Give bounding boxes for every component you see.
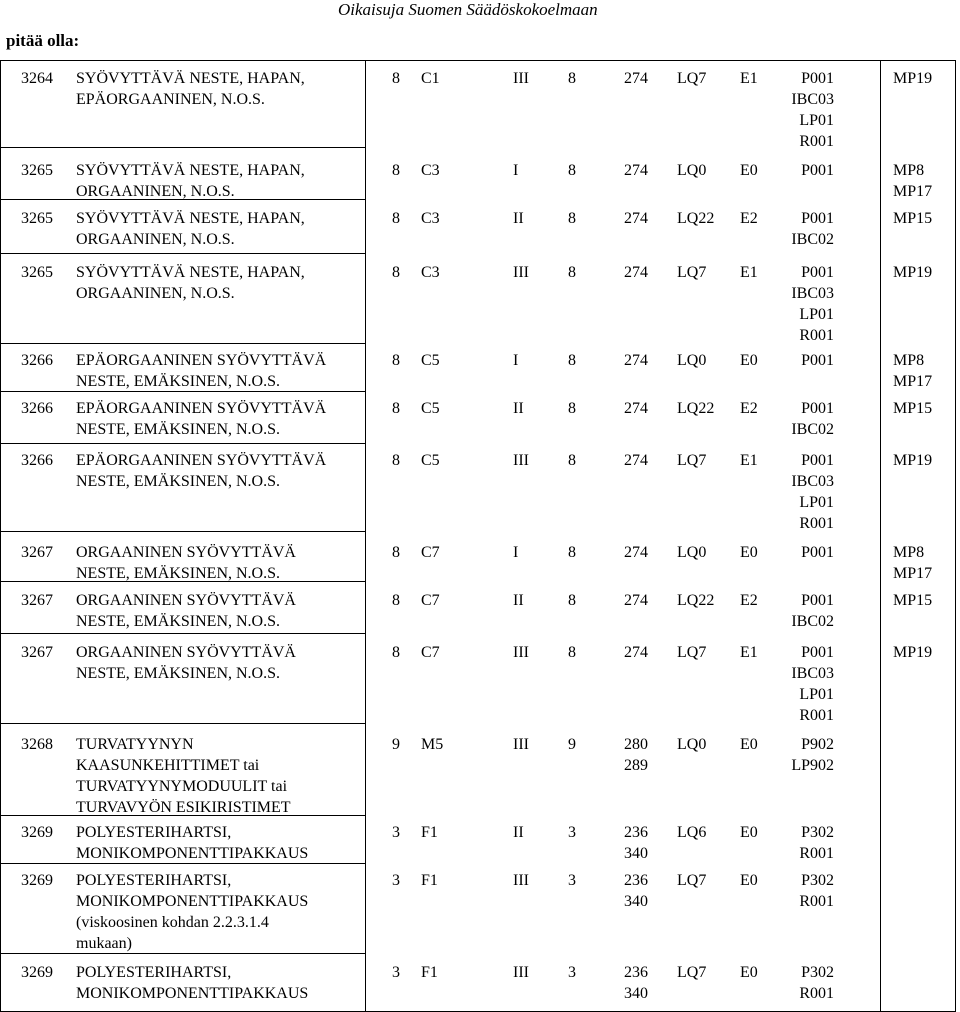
packing-instructions-cell: P001 IBC02 xyxy=(791,592,834,630)
un-number-cell: 3266 xyxy=(21,452,53,469)
special-provisions-cell: 280 289 xyxy=(624,736,648,774)
excepted-quantity-cell: E0 xyxy=(740,736,758,753)
label-cell: 8 xyxy=(568,264,576,281)
label-cell: 8 xyxy=(568,592,576,609)
mixed-packing-cell: MP19 xyxy=(893,70,933,87)
label-cell: 3 xyxy=(568,964,576,981)
substance-name-cell: ORGAANINEN SYÖVYTTÄVÄ NESTE, EMÄKSINEN, N.O.S. xyxy=(76,544,296,582)
classification-code-cell: M5 xyxy=(421,736,444,753)
class-cell: 8 xyxy=(392,352,400,369)
row-separator xyxy=(0,443,365,444)
un-number-cell: 3267 xyxy=(21,544,53,561)
label-cell: 8 xyxy=(568,452,576,469)
class-cell: 3 xyxy=(392,964,400,981)
class-cell: 3 xyxy=(392,872,400,889)
un-number-cell: 3268 xyxy=(21,736,53,753)
row-separator xyxy=(0,531,365,532)
limited-quantity-cell: LQ7 xyxy=(677,644,707,661)
packing-instructions-cell: P001 IBC02 xyxy=(791,400,834,438)
classification-code-cell: C7 xyxy=(421,544,440,561)
page-header: Oikaisuja Suomen Säädöskokoelmaan xyxy=(338,0,598,19)
packing-instructions-cell: P001 IBC03 LP01 R001 xyxy=(791,452,834,532)
substance-name-cell: ORGAANINEN SYÖVYTTÄVÄ NESTE, EMÄKSINEN, N.O.S. xyxy=(76,592,296,630)
packing-group-cell: I xyxy=(513,352,519,369)
class-cell: 8 xyxy=(392,210,400,227)
excepted-quantity-cell: E2 xyxy=(740,592,758,609)
special-provisions-cell: 274 xyxy=(624,264,648,281)
row-separator xyxy=(0,391,365,392)
label-cell: 8 xyxy=(568,70,576,87)
label-cell: 8 xyxy=(568,162,576,179)
excepted-quantity-cell: E1 xyxy=(740,264,758,281)
packing-group-cell: III xyxy=(513,644,529,661)
un-number-cell: 3267 xyxy=(21,592,53,609)
substance-name-cell: ORGAANINEN SYÖVYTTÄVÄ NESTE, EMÄKSINEN, N.O.S. xyxy=(76,644,296,682)
limited-quantity-cell: LQ6 xyxy=(677,824,707,841)
substance-name-cell: SYÖVYTTÄVÄ NESTE, HAPAN, EPÄORGAANINEN, N.O.S. xyxy=(76,70,305,108)
label-cell: 8 xyxy=(568,644,576,661)
class-cell: 8 xyxy=(392,592,400,609)
label-cell: 8 xyxy=(568,210,576,227)
class-cell: 8 xyxy=(392,452,400,469)
packing-instructions-cell: P302 R001 xyxy=(799,824,834,862)
excepted-quantity-cell: E2 xyxy=(740,400,758,417)
substance-name-cell: SYÖVYTTÄVÄ NESTE, HAPAN, ORGAANINEN, N.O.S. xyxy=(76,264,305,302)
row-separator xyxy=(0,953,365,954)
substance-name-cell: POLYESTERIHARTSI, MONIKOMPONENTTIPAKKAUS (viskoosinen kohdan 2.2.3.1.4 mukaan) xyxy=(76,872,309,952)
packing-instructions-cell: P001 xyxy=(801,162,834,179)
mixed-packing-cell: MP19 xyxy=(893,264,933,281)
mixed-packing-cell: MP19 xyxy=(893,452,933,469)
un-number-cell: 3269 xyxy=(21,872,53,889)
limited-quantity-cell: LQ0 xyxy=(677,736,707,753)
mixed-packing-cell: MP15 xyxy=(893,592,933,609)
classification-code-cell: C5 xyxy=(421,400,440,417)
mixed-packing-cell: MP15 xyxy=(893,210,933,227)
special-provisions-cell: 274 xyxy=(624,400,648,417)
packing-group-cell: II xyxy=(513,824,524,841)
row-separator xyxy=(0,633,365,634)
substance-name-cell: TURVATYYNYN KAASUNKEHITTIMET tai TURVATYYNYMODUULIT tai TURVAVYÖN ESIKIRISTIMET xyxy=(76,736,291,816)
packing-group-cell: I xyxy=(513,544,519,561)
packing-instructions-cell: P001 xyxy=(801,352,834,369)
classification-code-cell: C3 xyxy=(421,210,440,227)
substance-name-cell: SYÖVYTTÄVÄ NESTE, HAPAN, ORGAANINEN, N.O.S. xyxy=(76,162,305,200)
special-provisions-cell: 236 340 xyxy=(624,964,648,1002)
special-provisions-cell: 274 xyxy=(624,162,648,179)
substance-name-cell: EPÄORGAANINEN SYÖVYTTÄVÄ NESTE, EMÄKSINEN, N.O.S. xyxy=(76,400,327,438)
substance-name-cell: EPÄORGAANINEN SYÖVYTTÄVÄ NESTE, EMÄKSINEN, N.O.S. xyxy=(76,352,327,390)
mixed-packing-cell: MP8 MP17 xyxy=(893,162,933,200)
packing-group-cell: III xyxy=(513,452,529,469)
limited-quantity-cell: LQ7 xyxy=(677,264,707,281)
mixed-packing-cell: MP15 xyxy=(893,400,933,417)
substance-name-cell: POLYESTERIHARTSI, MONIKOMPONENTTIPAKKAUS xyxy=(76,824,309,862)
class-cell: 9 xyxy=(392,736,400,753)
classification-code-cell: C5 xyxy=(421,452,440,469)
packing-group-cell: III xyxy=(513,736,529,753)
mixed-packing-cell: MP8 MP17 xyxy=(893,544,933,582)
row-separator xyxy=(0,343,365,344)
un-number-cell: 3269 xyxy=(21,824,53,841)
label-cell: 8 xyxy=(568,544,576,561)
packing-instructions-cell: P001 IBC03 LP01 R001 xyxy=(791,70,834,150)
un-number-cell: 3265 xyxy=(21,264,53,281)
packing-instructions-cell: P001 IBC03 LP01 R001 xyxy=(791,264,834,344)
row-separator xyxy=(0,863,365,864)
label-cell: 8 xyxy=(568,400,576,417)
classification-code-cell: F1 xyxy=(421,964,438,981)
row-separator xyxy=(0,815,365,816)
mixed-packing-cell: MP8 MP17 xyxy=(893,352,933,390)
label-cell: 8 xyxy=(568,352,576,369)
packing-instructions-cell: P302 R001 xyxy=(799,964,834,1002)
row-separator xyxy=(0,147,365,148)
classification-code-cell: C3 xyxy=(421,264,440,281)
special-provisions-cell: 274 xyxy=(624,210,648,227)
limited-quantity-cell: LQ22 xyxy=(677,210,715,227)
limited-quantity-cell: LQ0 xyxy=(677,352,707,369)
un-number-cell: 3267 xyxy=(21,644,53,661)
packing-group-cell: II xyxy=(513,210,524,227)
classification-code-cell: C1 xyxy=(421,70,440,87)
excepted-quantity-cell: E1 xyxy=(740,644,758,661)
row-separator xyxy=(0,253,365,254)
packing-instructions-cell: P001 IBC03 LP01 R001 xyxy=(791,644,834,724)
classification-code-cell: C7 xyxy=(421,592,440,609)
label-cell: 3 xyxy=(568,872,576,889)
limited-quantity-cell: LQ22 xyxy=(677,592,715,609)
packing-instructions-cell: P902 LP902 xyxy=(791,736,834,774)
class-cell: 8 xyxy=(392,162,400,179)
limited-quantity-cell: LQ7 xyxy=(677,872,707,889)
packing-group-cell: III xyxy=(513,70,529,87)
un-number-cell: 3269 xyxy=(21,964,53,981)
special-provisions-cell: 274 xyxy=(624,352,648,369)
label-cell: 3 xyxy=(568,824,576,841)
column-divider xyxy=(365,60,366,1012)
row-separator xyxy=(0,581,365,582)
classification-code-cell: F1 xyxy=(421,824,438,841)
packing-instructions-cell: P302 R001 xyxy=(799,872,834,910)
class-cell: 3 xyxy=(392,824,400,841)
limited-quantity-cell: LQ7 xyxy=(677,452,707,469)
packing-group-cell: II xyxy=(513,400,524,417)
packing-instructions-cell: P001 xyxy=(801,544,834,561)
packing-group-cell: III xyxy=(513,872,529,889)
column-divider xyxy=(880,60,881,1012)
special-provisions-cell: 274 xyxy=(624,452,648,469)
packing-group-cell: III xyxy=(513,964,529,981)
left-heading: pitää olla: xyxy=(6,31,80,50)
special-provisions-cell: 274 xyxy=(624,70,648,87)
special-provisions-cell: 236 340 xyxy=(624,872,648,910)
un-number-cell: 3265 xyxy=(21,210,53,227)
class-cell: 8 xyxy=(392,644,400,661)
excepted-quantity-cell: E0 xyxy=(740,824,758,841)
un-number-cell: 3264 xyxy=(21,70,53,87)
special-provisions-cell: 274 xyxy=(624,544,648,561)
excepted-quantity-cell: E2 xyxy=(740,210,758,227)
packing-group-cell: III xyxy=(513,264,529,281)
special-provisions-cell: 236 340 xyxy=(624,824,648,862)
classification-code-cell: F1 xyxy=(421,872,438,889)
label-cell: 9 xyxy=(568,736,576,753)
excepted-quantity-cell: E1 xyxy=(740,452,758,469)
excepted-quantity-cell: E0 xyxy=(740,352,758,369)
class-cell: 8 xyxy=(392,70,400,87)
excepted-quantity-cell: E0 xyxy=(740,544,758,561)
class-cell: 8 xyxy=(392,264,400,281)
classification-code-cell: C5 xyxy=(421,352,440,369)
excepted-quantity-cell: E0 xyxy=(740,872,758,889)
classification-code-cell: C3 xyxy=(421,162,440,179)
substance-name-cell: POLYESTERIHARTSI, MONIKOMPONENTTIPAKKAUS xyxy=(76,964,309,1002)
excepted-quantity-cell: E0 xyxy=(740,162,758,179)
packing-instructions-cell: P001 IBC02 xyxy=(791,210,834,248)
row-separator xyxy=(0,199,365,200)
excepted-quantity-cell: E1 xyxy=(740,70,758,87)
class-cell: 8 xyxy=(392,544,400,561)
substance-name-cell: EPÄORGAANINEN SYÖVYTTÄVÄ NESTE, EMÄKSINEN, N.O.S. xyxy=(76,452,327,490)
limited-quantity-cell: LQ0 xyxy=(677,544,707,561)
un-number-cell: 3265 xyxy=(21,162,53,179)
packing-group-cell: II xyxy=(513,592,524,609)
limited-quantity-cell: LQ7 xyxy=(677,70,707,87)
packing-group-cell: I xyxy=(513,162,519,179)
class-cell: 8 xyxy=(392,400,400,417)
limited-quantity-cell: LQ7 xyxy=(677,964,707,981)
classification-code-cell: C7 xyxy=(421,644,440,661)
un-number-cell: 3266 xyxy=(21,400,53,417)
special-provisions-cell: 274 xyxy=(624,644,648,661)
row-separator xyxy=(0,723,365,724)
un-number-cell: 3266 xyxy=(21,352,53,369)
excepted-quantity-cell: E0 xyxy=(740,964,758,981)
substance-name-cell: SYÖVYTTÄVÄ NESTE, HAPAN, ORGAANINEN, N.O.S. xyxy=(76,210,305,248)
mixed-packing-cell: MP19 xyxy=(893,644,933,661)
limited-quantity-cell: LQ22 xyxy=(677,400,715,417)
limited-quantity-cell: LQ0 xyxy=(677,162,707,179)
special-provisions-cell: 274 xyxy=(624,592,648,609)
